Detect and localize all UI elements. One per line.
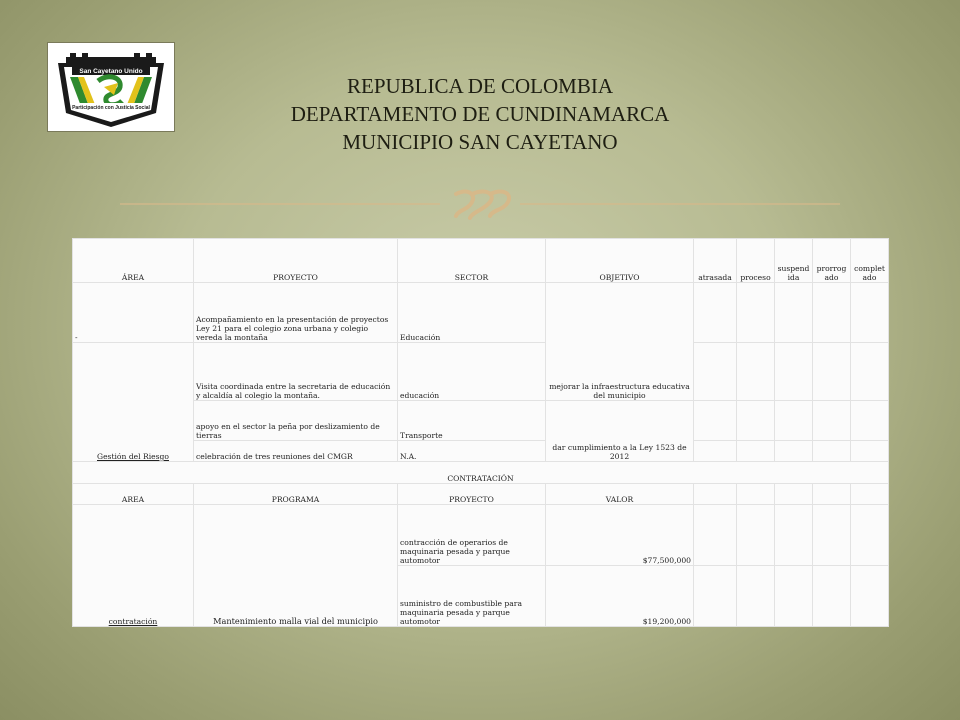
empty-cell	[694, 566, 737, 627]
title-line-country: REPUBLICA DE COLOMBIA	[346, 74, 614, 98]
ornamental-divider	[120, 186, 840, 222]
header2-area: AREA	[73, 484, 194, 505]
status-prorrogado-cell	[813, 401, 851, 441]
empty-cell	[851, 505, 889, 566]
sector-cell-3: Transporte	[398, 401, 546, 441]
status-completado-cell	[851, 441, 889, 462]
report-sheet	[72, 238, 888, 626]
empty-cell	[813, 566, 851, 627]
status-atrasada-cell	[694, 283, 737, 343]
header-proyecto: PROYECTO	[194, 239, 398, 283]
objetivo-cell-2: dar cumplimiento a la Ley 1523 de 2012	[546, 401, 694, 462]
status-atrasada-cell	[694, 401, 737, 441]
svg-text:San Cayetano Unido: San Cayetano Unido	[79, 68, 143, 75]
header-suspendida: suspend ida	[775, 239, 813, 283]
header2-programa: PROGRAMA	[194, 484, 398, 505]
status-suspendida-cell	[775, 401, 813, 441]
empty-cell	[813, 505, 851, 566]
status-proceso-cell	[737, 441, 775, 462]
status-suspendida-cell	[775, 343, 813, 401]
empty-cell	[775, 566, 813, 627]
title-line-department: DEPARTAMENTO DE CUNDINAMARCA	[290, 102, 670, 126]
header-sector: SECTOR	[398, 239, 546, 283]
area-cell-gestion-riesgo: Gestión del Riesgo	[73, 343, 194, 462]
empty-cell	[737, 566, 775, 627]
proyecto-cell-4: celebración de tres reuniones del CMGR	[194, 441, 398, 462]
title-line-municipality: MUNICIPIO SAN CAYETANO	[342, 130, 618, 154]
programa-cell: Mantenimiento malla vial del municipio	[194, 505, 398, 627]
page-title	[200, 72, 760, 156]
contract-proyecto-cell-2: suministro de combustible para maquinaria pesada y parque automotor	[398, 566, 546, 627]
empty-cell	[737, 484, 775, 505]
sector-cell-4: N.A.	[398, 441, 546, 462]
area-cell-contratacion: contratación	[73, 505, 194, 627]
status-proceso-cell	[737, 343, 775, 401]
status-prorrogado-cell	[813, 441, 851, 462]
status-proceso-cell	[737, 401, 775, 441]
empty-cell	[813, 484, 851, 505]
header-completado: complet ado	[851, 239, 889, 283]
municipal-logo	[47, 42, 175, 132]
status-atrasada-cell	[694, 441, 737, 462]
objetivo-cell-1: mejorar la infraestructura educativa del municipio	[546, 283, 694, 401]
empty-cell	[694, 505, 737, 566]
status-prorrogado-cell	[813, 283, 851, 343]
status-atrasada-cell	[694, 343, 737, 401]
flourish-icon	[456, 192, 509, 218]
empty-cell	[851, 484, 889, 505]
area-blank-cell: -	[73, 283, 194, 343]
empty-cell	[737, 505, 775, 566]
proyecto-cell-1: Acompañamiento en la presentación de proyectos Ley 21 para el colegio zona urbana y colegio vereda la montaña	[194, 283, 398, 343]
contract-valor-cell-1: $77,500,000	[546, 505, 694, 566]
risk-management-table	[72, 238, 889, 627]
proyecto-cell-2: Visita coordinada entre la secretaria de educación y alcaldía al colegio la montaña.	[194, 343, 398, 401]
svg-text:Participación con Justicia Soc: Participación con Justicia Social	[72, 105, 150, 111]
header-proceso: proceso	[737, 239, 775, 283]
status-proceso-cell	[737, 283, 775, 343]
status-prorrogado-cell	[813, 343, 851, 401]
header-area: ÁREA	[73, 239, 194, 283]
contract-proyecto-cell-1: contracción de operarios de maquinaria pesada y parque automotor	[398, 505, 546, 566]
status-completado-cell	[851, 283, 889, 343]
status-completado-cell	[851, 343, 889, 401]
header2-proyecto: PROYECTO	[398, 484, 546, 505]
status-suspendida-cell	[775, 441, 813, 462]
empty-cell	[694, 484, 737, 505]
empty-cell	[775, 505, 813, 566]
proyecto-cell-3: apoyo en el sector la peña por deslizamiento de tierras	[194, 401, 398, 441]
empty-cell	[851, 566, 889, 627]
contract-valor-cell-2: $19,200,000	[546, 566, 694, 627]
section-title-contratacion: CONTRATACIÓN	[73, 462, 889, 484]
header-atrasada: atrasada	[694, 239, 737, 283]
status-completado-cell	[851, 401, 889, 441]
header2-valor: VALOR	[546, 484, 694, 505]
header-prorrogado: prorrog ado	[813, 239, 851, 283]
header-objetivo: OBJETIVO	[546, 239, 694, 283]
sector-cell-1: Educación	[398, 283, 546, 343]
empty-cell	[775, 484, 813, 505]
sector-cell-2: educación	[398, 343, 546, 401]
status-suspendida-cell	[775, 283, 813, 343]
san-cayetano-crest-icon	[48, 43, 174, 131]
